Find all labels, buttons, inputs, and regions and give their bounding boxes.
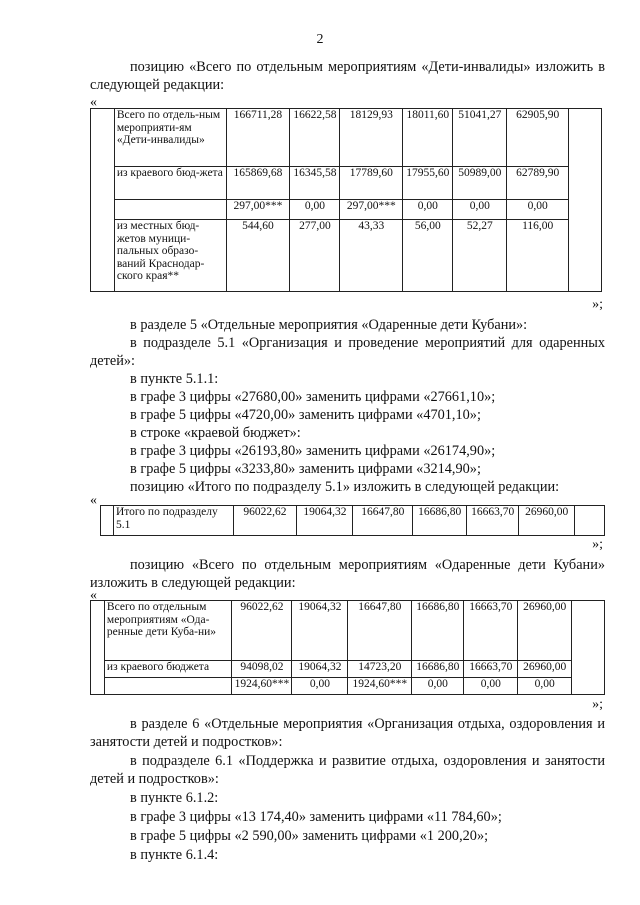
table-row	[91, 167, 602, 200]
close-quote-2: »;	[592, 537, 603, 552]
section6-line4: в графе 3 цифры «13 174,40» заменить цифрами «11 784,60»;	[130, 809, 502, 825]
table-cell: 43,33	[340, 220, 403, 292]
intro-paragraph-3: позицию «Всего по отдельным мероприятиям «Одаренные дети Кубани» изложить в следующей редакции:	[90, 557, 605, 591]
table-cell: 116,00	[507, 220, 569, 292]
section6-line1: в разделе 6 «Отдельные мероприятия «Организация отдыха, оздоровления и занятости детей и подростков»:	[90, 716, 605, 750]
table-row	[91, 661, 605, 678]
section5-line1: в разделе 5 «Отдельные мероприятия «Одаренные дети Кубани»:	[130, 317, 528, 333]
section5-line7: в графе 3 цифры «26193,80» заменить цифрами «26174,90»;	[130, 443, 496, 459]
table-cell: 19064,32	[297, 506, 353, 536]
table-cell: 16663,70	[464, 601, 518, 661]
table-row	[91, 601, 605, 661]
section6-line2: в подразделе 6.1 «Поддержка и развитие отдыха, оздоровления и занятости детей и подростков»:	[90, 753, 605, 787]
section5-line6: в строке «краевой бюджет»:	[130, 425, 301, 441]
section6-line3: в пункте 6.1.2:	[130, 790, 219, 806]
row-label: из местных бюд-жетов муници-пальных образо-ваний Краснодар-ского края**	[114, 220, 226, 292]
section6-line6: в пункте 6.1.4:	[130, 847, 219, 863]
open-quote-2: «	[90, 493, 97, 508]
section5-line9: позицию «Итого по подразделу 5.1» изложить в следующей редакции:	[130, 479, 560, 495]
table-cell: 297,00***	[340, 200, 403, 220]
section6-line5: в графе 5 цифры «2 590,00» заменить цифрами «1 200,20»;	[130, 828, 489, 844]
row-label: из краевого бюд-жета	[114, 167, 226, 200]
open-quote-1: «	[90, 95, 97, 110]
table-cell: 297,00***	[226, 200, 290, 220]
table-cell: 19064,32	[292, 661, 348, 678]
table-cell: 0,00	[292, 678, 348, 695]
row-label: Всего по отдель-ным мероприяти-ям «Дети-инвалиды»	[114, 109, 226, 167]
table-cell: 26960,00	[518, 661, 572, 678]
table-cell: 1924,60***	[348, 678, 412, 695]
table-cell: 96022,62	[232, 601, 292, 661]
table-cell: 0,00	[412, 678, 464, 695]
table-cell: 16647,80	[353, 506, 413, 536]
table-cell: 16686,80	[413, 506, 467, 536]
table-cell: 1924,60***	[232, 678, 292, 695]
table-cell: 17955,60	[403, 167, 453, 200]
row-label: из краевого бюджета	[104, 661, 232, 678]
table-cell: 18129,93	[340, 109, 403, 167]
row-label	[104, 678, 232, 695]
table-cell: 56,00	[403, 220, 453, 292]
table-row	[101, 506, 605, 536]
table-cell: 16663,70	[464, 661, 518, 678]
table-cell: 165869,68	[226, 167, 290, 200]
table-cell: 52,27	[453, 220, 507, 292]
intro-paragraph-1: позицию «Всего по отдельным мероприятиям «Дети-инвалиды» изложить в следующей редакции:	[90, 59, 605, 93]
section5-line4: в графе 3 цифры «27680,00» заменить цифрами «27661,10»;	[130, 389, 496, 405]
table-cell	[569, 109, 602, 292]
table-cell: 16686,80	[412, 601, 464, 661]
table-cell: 277,00	[290, 220, 340, 292]
section5-line5: в графе 5 цифры «4720,00» заменить цифрами «4701,10»;	[130, 407, 481, 423]
table-row	[91, 678, 605, 695]
table-cell: 62789,90	[507, 167, 569, 200]
section5-line8: в графе 5 цифры «3233,80» заменить цифрами «3214,90»;	[130, 461, 481, 477]
table-cell: 51041,27	[453, 109, 507, 167]
table-cell: 16345,58	[290, 167, 340, 200]
row-label: Итого по подразделу 5.1	[113, 506, 233, 536]
row-label	[114, 200, 226, 220]
table-cell: 166711,28	[226, 109, 290, 167]
table-cell	[101, 506, 114, 536]
table-cell: 0,00	[290, 200, 340, 220]
open-quote-3: «	[90, 588, 97, 603]
table-cell: 16622,58	[290, 109, 340, 167]
page-number: 2	[316, 32, 324, 47]
table-cell: 19064,32	[292, 601, 348, 661]
table-cell	[572, 601, 605, 695]
table-cell	[91, 601, 105, 695]
table-cell: 94098,02	[232, 661, 292, 678]
table-cell: 16647,80	[348, 601, 412, 661]
table-deti-invalidy	[90, 108, 602, 292]
table-row	[91, 109, 602, 167]
table-cell: 62905,90	[507, 109, 569, 167]
table-itogo-5-1	[100, 505, 605, 536]
table-cell: 0,00	[403, 200, 453, 220]
table-cell: 16686,80	[412, 661, 464, 678]
table-cell: 18011,60	[403, 109, 453, 167]
table-cell: 96022,62	[233, 506, 297, 536]
close-quote-1: »;	[592, 297, 603, 312]
table-cell: 14723,20	[348, 661, 412, 678]
close-quote-3: »;	[592, 697, 603, 712]
table-cell: 544,60	[226, 220, 290, 292]
table-cell: 50989,00	[453, 167, 507, 200]
table-cell: 0,00	[507, 200, 569, 220]
table-cell	[91, 109, 115, 292]
table-cell: 16663,70	[467, 506, 519, 536]
table-odarennye-deti	[90, 600, 605, 695]
section5-line3: в пункте 5.1.1:	[130, 371, 219, 387]
table-cell: 0,00	[453, 200, 507, 220]
table-cell: 0,00	[464, 678, 518, 695]
table-cell: 17789,60	[340, 167, 403, 200]
table-cell: 26960,00	[519, 506, 575, 536]
section5-line2: в подразделе 5.1 «Организация и проведение мероприятий для одаренных детей»:	[90, 335, 605, 369]
row-label: Всего по отдельным мероприятиям «Ода-ренные дети Куба-ни»	[104, 601, 232, 661]
table-row	[91, 220, 602, 292]
table-cell: 26960,00	[518, 601, 572, 661]
table-row	[91, 200, 602, 220]
table-cell: 0,00	[518, 678, 572, 695]
table-cell	[575, 506, 605, 536]
